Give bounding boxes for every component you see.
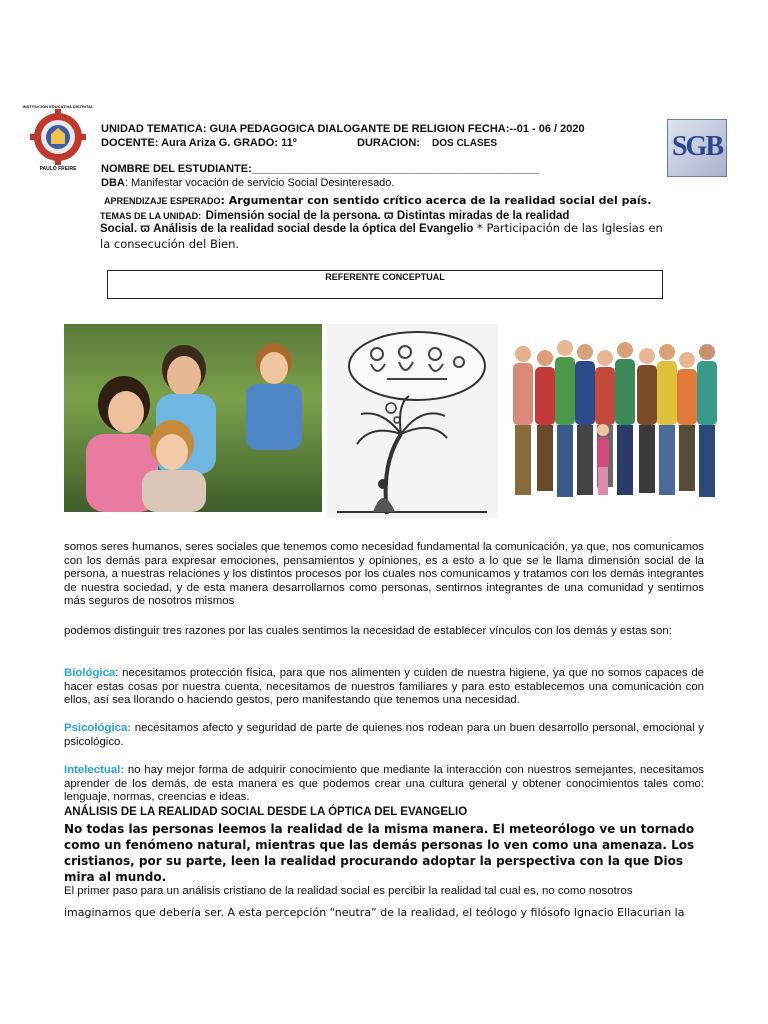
biologica-text: : necesitamos protección física, para que nos alimenten y cuiden de nuestra higiene, ya que no somos capaces de hacer estas cosas por nuestra cuenta, necesitamos de nuestros familiares y para esto establecemos una comunicación con ellos, así sea llorando o haciendo gestos, pero manifestando que tenemos una necesidad. xyxy=(64,667,704,707)
school-name-top: INSTITUCION EDUCATIVA DISTRITAL xyxy=(22,104,94,109)
biologica-label: Biológica xyxy=(64,667,116,679)
paragraph-intelectual xyxy=(64,764,704,805)
temas-text-2-rest: * Participación de las Iglesias en xyxy=(473,221,663,235)
intelectual-text: no hay mejor forma de adquirir conocimiento que mediante la interacción con nuestros semejantes, necesitamos aprender de los demás, de esta manera es que podemos crear una cultura general y obtener conocimientos tales como: lenguaje, normas, creencias e ideas. xyxy=(64,764,704,804)
temas-label: TEMAS DE LA UNIDAD: xyxy=(100,211,202,221)
school-logo xyxy=(18,104,98,174)
dba-label: DBA xyxy=(101,177,125,189)
unit-title: UNIDAD TEMATICA: GUIA PEDAGOGICA DIALOGANTE DE RELIGION FECHA:--01 - 06 / 2020 xyxy=(101,123,585,135)
nombre-estudiante-line: NOMBRE DEL ESTUDIANTE:_______________________________________________ xyxy=(101,163,540,175)
paragraph-psicologica xyxy=(64,722,704,749)
psicologica-text: necesitamos afecto y seguridad de parte de quienes nos rodean para un buen desarrollo personal, emocional y psicológico. xyxy=(64,722,704,748)
temas-line-2 xyxy=(100,221,663,235)
meditation-illustration xyxy=(327,324,498,518)
paragraph-razones: podemos distinguir tres razones por las cuales sentimos la necesidad de establecer vínculos con los demás y estas son: xyxy=(64,625,672,637)
aprendizaje-label: APRENDIZAJE ESPERADO xyxy=(104,196,221,206)
sgb-logo xyxy=(667,119,727,177)
group-of-people-illustration xyxy=(505,330,730,510)
analysis-heading: ANÁLISIS DE LA REALIDAD SOCIAL DESDE LA ÓPTICA DEL EVANGELIO xyxy=(64,806,468,818)
temas-text-2-bold: Social. ϖ Análisis de la realidad social desde la óptica del Evangelio xyxy=(100,223,474,235)
dba-text: : Manifestar vocación de servicio Social Desinteresado. xyxy=(124,177,395,189)
duracion-value: DOS CLASES xyxy=(432,138,498,149)
paragraph-biologica xyxy=(64,667,704,708)
referente-conceptual-title: REFERENTE CONCEPTUAL xyxy=(325,272,445,282)
duracion-label: DURACION: xyxy=(357,137,420,149)
paragraph-intro: somos seres humanos, seres sociales que tenemos como necesidad fundamental la comunicación, ya que, nos comunicamos con los demás para expresar emociones, pensamientos y opiniones, es a esto a lo que se le llama dimensión social de la persona, a nuestras relaciones y los distintos procesos por los cuales nos comunicamos y tratamos con los demás integrantes de nuestra sociedad, y de esta manera desarrollarnos como personas, sentirnos integrantes de una comunidad y sentirnos más seguros de nosotros mismos xyxy=(64,541,704,608)
sgb-logo-text: SGB xyxy=(671,131,723,162)
last-paragraph-line-2: imaginamos que debería ser. A esta percepción “neutra” de la realidad, el teólogo y filósofo Ignacio Ellacurian la xyxy=(64,906,685,919)
aprendizaje-text: : Argumentar con sentido crítico acerca de la realidad social del país. xyxy=(220,194,652,207)
temas-line-3: la consecución del Bien. xyxy=(100,237,240,251)
psicologica-label: Psicológica: xyxy=(64,722,132,734)
dba-line xyxy=(101,177,394,189)
intelectual-label: Intelectual: xyxy=(64,764,125,776)
docente-line: DOCENTE: Aura Ariza G. GRADO: 11º xyxy=(101,137,297,149)
last-paragraph-line-1: El primer paso para un análisis cristiano de la realidad social es percibir la realidad tal cual es, no como nosotros xyxy=(64,885,633,897)
school-name-bottom: PAULO FREIRE xyxy=(39,166,77,172)
referente-conceptual-box xyxy=(107,270,663,299)
family-photo xyxy=(64,324,322,512)
analysis-bold-paragraph: No todas las personas leemos la realidad de la misma manera. El meteorólogo ve un tornado como un fenómeno natural, mientras que las demás personas lo ven como una amenaza. Los cristianos, por su parte, leen la realidad procurando adoptar la perspectiva con la que Dios mira al mundo. xyxy=(64,822,695,884)
temas-text-1: Dimensión social de la persona. ϖ Distintas miradas de la realidad xyxy=(205,210,570,222)
